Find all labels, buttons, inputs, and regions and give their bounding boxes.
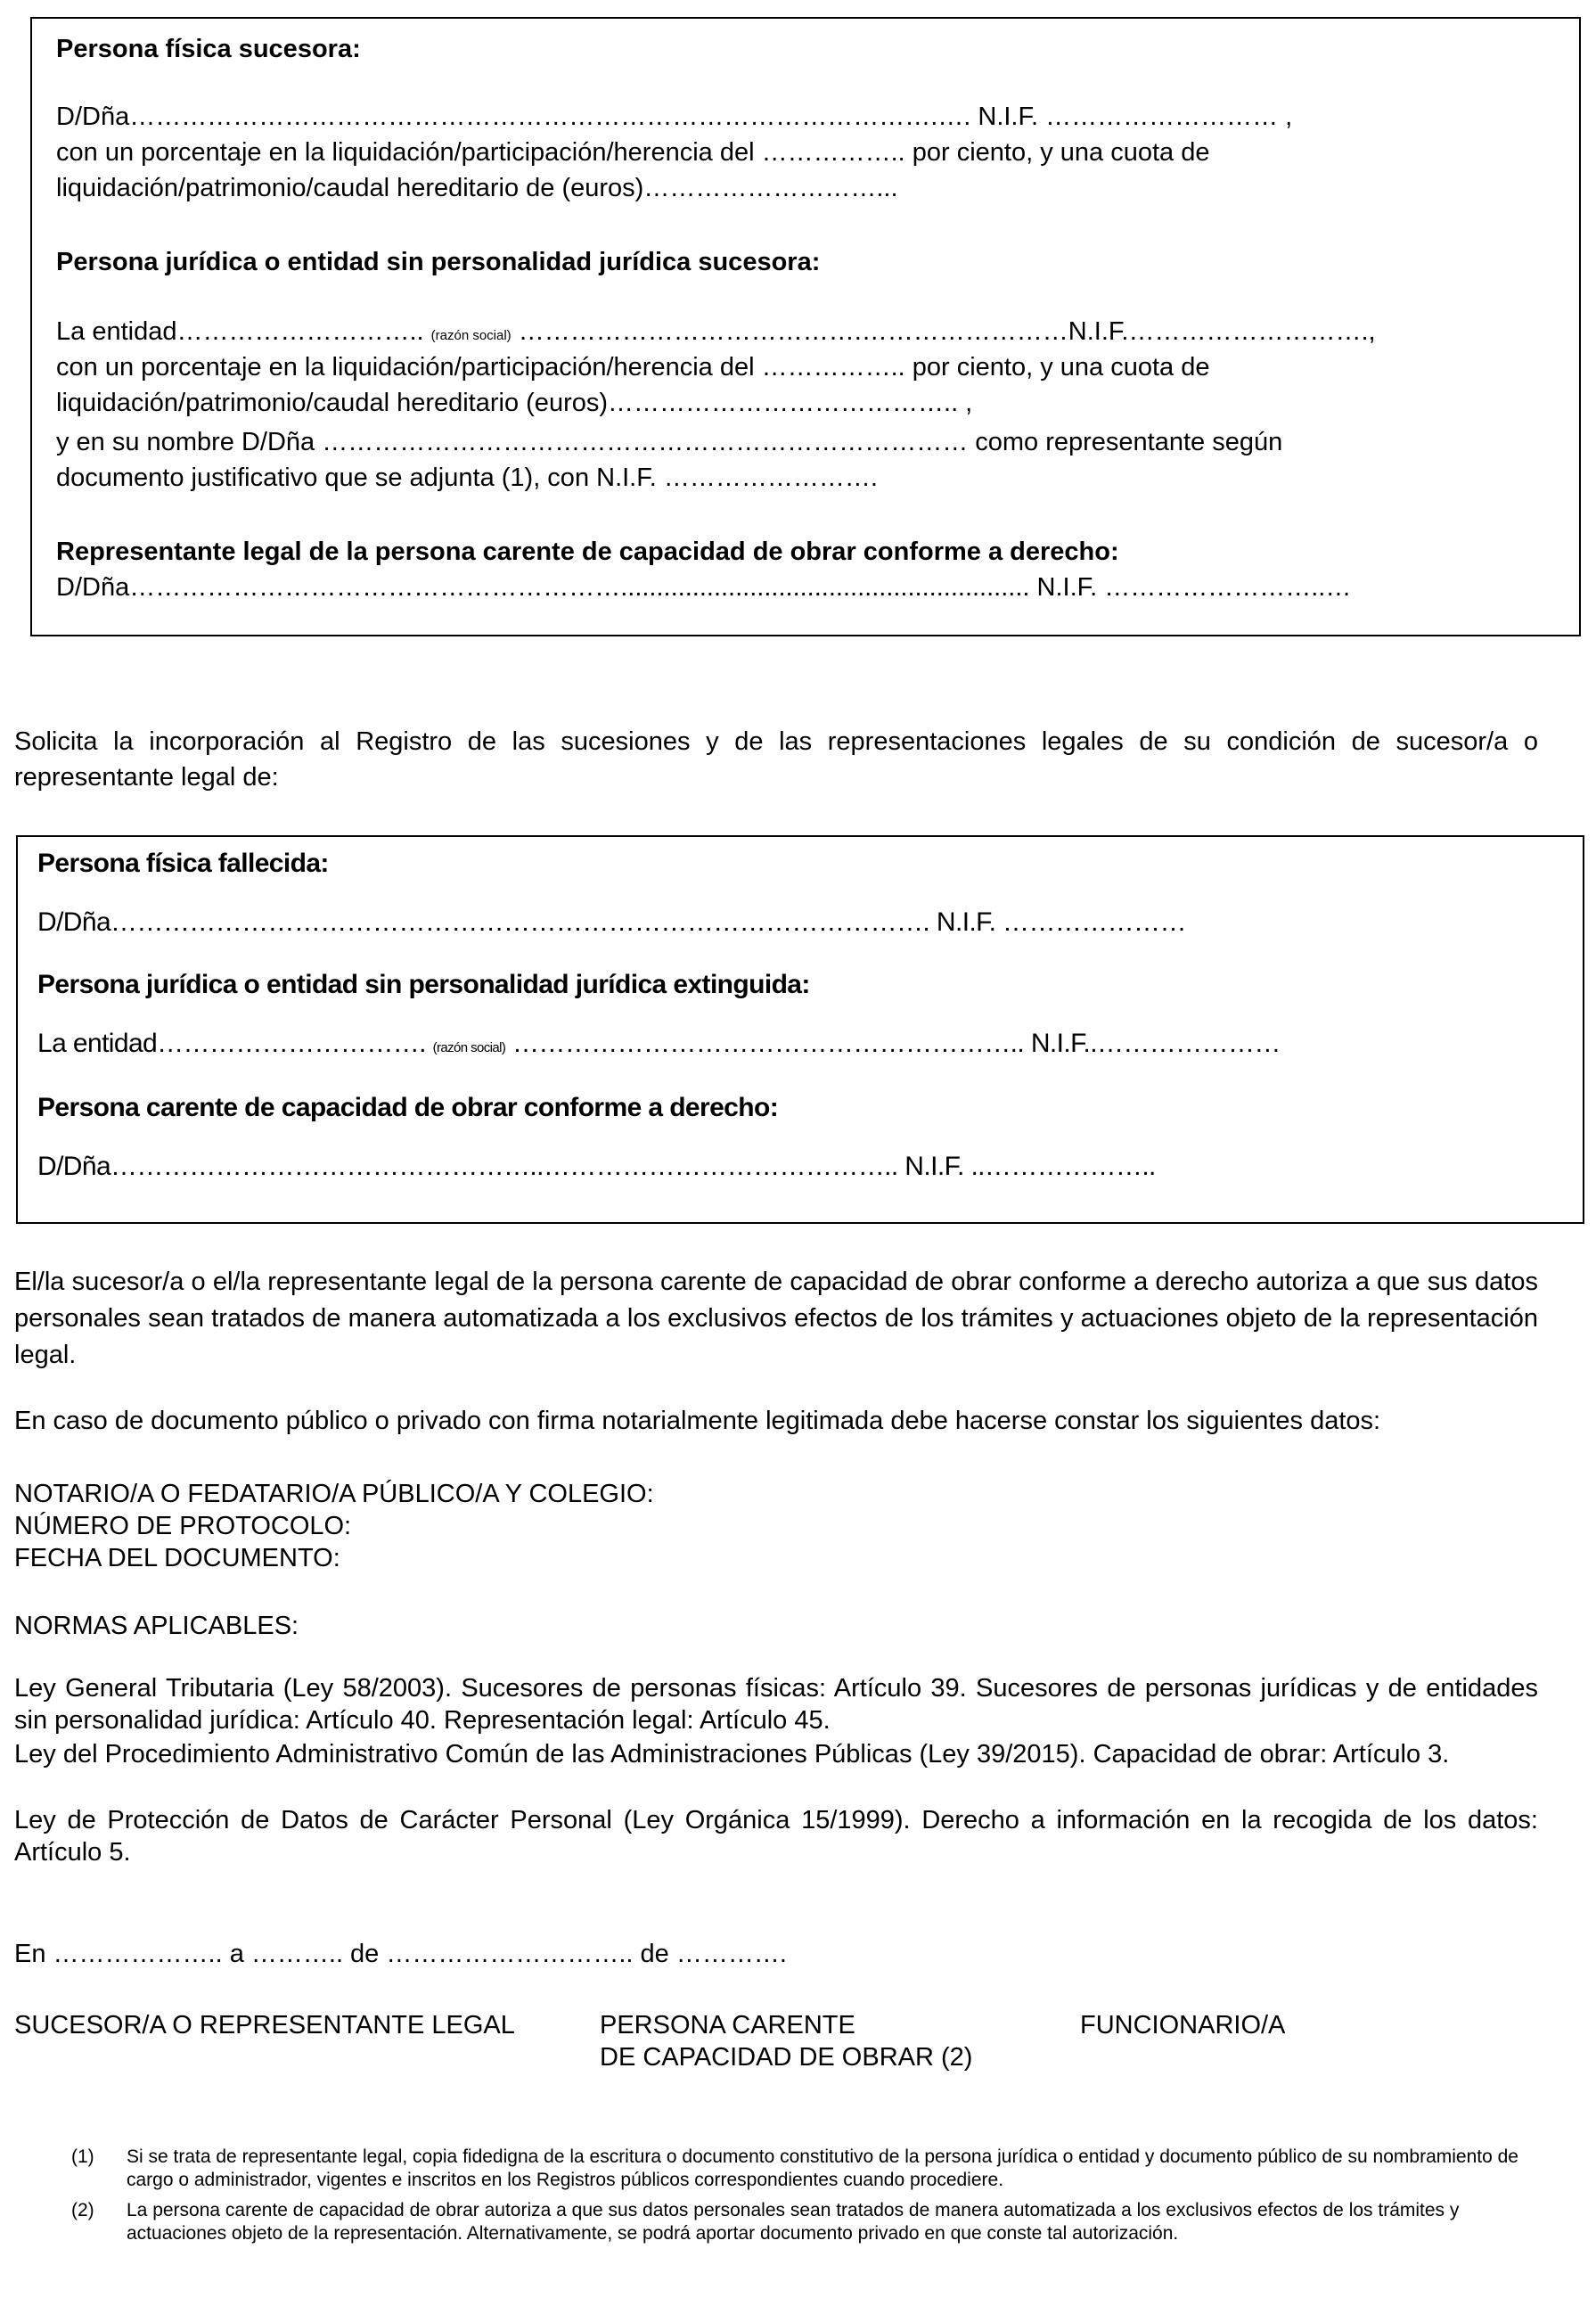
- natural-person-name-nif-line: D/Dña………………………………………………………………………………….…. N.I.F. ……………………… ,: [56, 103, 1293, 131]
- deceased-person-name-nif-line: D/Dña…………………………………………………………………………………. N.I.F. …………………: [37, 907, 1186, 937]
- razon-social-note-2: (razón social): [432, 1040, 506, 1055]
- signature-incapacitated-label-1: PERSONA CARENTE: [600, 2011, 855, 2039]
- place-date-line: En ……………….. a ……….. de ……………………….. de ………….: [14, 1940, 787, 1968]
- signature-successor-label: SUCESOR/A O REPRESENTANTE LEGAL: [14, 2011, 515, 2039]
- natural-person-quota-line: liquidación/patrimonio/caudal hereditario de (euros)………………………...: [56, 174, 898, 202]
- natural-person-percentage-line: con un porcentaje en la liquidación/participación/herencia del …………….. por ciento, y una cuota de: [56, 138, 1210, 167]
- footnote-2-text: La persona carente de capacidad de obrar autoriza a que sus datos personales sean tratados de manera automatizada a los exclusivos efectos de los trámites y actuaciones objeto de la representación. Alternativamente, se podrá aportar documento privado en que conste tal autorización.: [127, 2200, 1460, 2244]
- natural-person-successor-heading: Persona física sucesora:: [56, 35, 361, 63]
- extinguished-entity-name-nif-line: [37, 1028, 1281, 1064]
- incapacitated-person-name-nif-line: D/Dña…………………………………………..………………………………….. N.I.F. ..………………..: [37, 1152, 1156, 1181]
- law-proteccion-datos: Ley de Protección de Datos de Carácter Personal (Ley Orgánica 15/1999). Derecho a información en la recogida de los datos: Artículo 5.: [14, 1806, 1538, 1867]
- legal-entity-representative-line: y en su nombre D/Dña ………………………………………………………………… como representante según: [56, 428, 1283, 456]
- request-paragraph: Solicita la incorporación al Registro de las sucesiones y de las representaciones legales de su condición de sucesor/a o representante legal de:: [14, 727, 1538, 792]
- deceased-person-heading: Persona física fallecida:: [37, 849, 329, 878]
- notary-field: NOTARIO/A O FEDATARIO/A PÚBLICO/A Y COLEGIO:: [14, 1480, 654, 1508]
- razon-social-note: (razón social): [430, 328, 512, 343]
- successor-data-box: [30, 17, 1581, 636]
- footnote-1-text: Si se trata de representante legal, copia fidedigna de la escritura o documento constitutivo de la persona jurídica o entidad y documento público de su nombramiento de cargo o administrador, vigentes e inscritos en los Registros públicos correspondientes cuando procediere.: [127, 2146, 1518, 2190]
- extinguished-entity-name-field: La entidad………………………….: [37, 1029, 426, 1058]
- notarial-data-intro: En caso de documento público o privado con firma notarialmente legitimada debe hacerse constar los siguientes datos:: [14, 1407, 1381, 1435]
- legal-entity-successor-heading: Persona jurídica o entidad sin personalidad jurídica sucesora:: [56, 248, 821, 276]
- law-procedimiento-administrativo: Ley del Procedimiento Administrativo Común de las Administraciones Públicas (Ley 39/2015). Capacidad de obrar: Artículo 3.: [14, 1740, 1450, 1769]
- document-date-field: FECHA DEL DOCUMENTO:: [14, 1544, 340, 1572]
- extinguished-entity-nif-field: ………………………………………………….. N.I.F..…………………: [512, 1029, 1281, 1058]
- legal-representative-name-nif-line: D/Dña…………………………………………………......................................................... N.I.F. ……………………..…: [56, 573, 1352, 602]
- incapacitated-person-heading: Persona carente de capacidad de obrar conforme a derecho:: [37, 1093, 779, 1122]
- legal-entity-name-field: La entidad………………………..: [56, 317, 424, 346]
- deceased-data-box: [16, 835, 1584, 1224]
- legal-entity-nif-field: ………………………………….……………………N.I.F.……………………….,: [518, 317, 1376, 346]
- signature-official-label: FUNCIONARIO/A: [1080, 2011, 1286, 2039]
- extinguished-entity-heading: Persona jurídica o entidad sin personalidad jurídica extinguida:: [37, 970, 810, 999]
- legal-entity-quota-line: liquidación/patrimonio/caudal hereditario (euros)………………………………….. ,: [56, 389, 973, 417]
- footnote-2-number: (2): [71, 2200, 94, 2220]
- law-general-tributaria: Ley General Tributaria (Ley 58/2003). Sucesores de personas físicas: Artículo 39. Sucesores de personas jurídicas y de entidades sin personalidad jurídica: Artículo 40. Representación legal: Artículo 45.: [14, 1674, 1538, 1735]
- footnote-1-number: (1): [71, 2146, 94, 2167]
- legal-entity-document-line: documento justificativo que se adjunta (1), con N.I.F. …………………….: [56, 464, 878, 492]
- signature-incapacitated-label-2: DE CAPACIDAD DE OBRAR (2): [600, 2043, 973, 2072]
- legal-representative-heading: Representante legal de la persona carente de capacidad de obrar conforme a derecho:: [56, 538, 1119, 566]
- legal-entity-percentage-line: con un porcentaje en la liquidación/participación/herencia del …………….. por ciento, y una cuota de: [56, 353, 1210, 382]
- authorization-paragraph: El/la sucesor/a o el/la representante legal de la persona carente de capacidad de obrar conforme a derecho autoriza a que sus datos personales sean tratados de manera automatizada a los exclusivos efectos de los trámites y actuaciones objeto de la representación legal.: [14, 1268, 1538, 1369]
- protocol-number-field: NÚMERO DE PROTOCOLO:: [14, 1512, 352, 1540]
- legal-entity-name-nif-line: [56, 316, 1376, 352]
- applicable-rules-heading: NORMAS APLICABLES:: [14, 1612, 299, 1640]
